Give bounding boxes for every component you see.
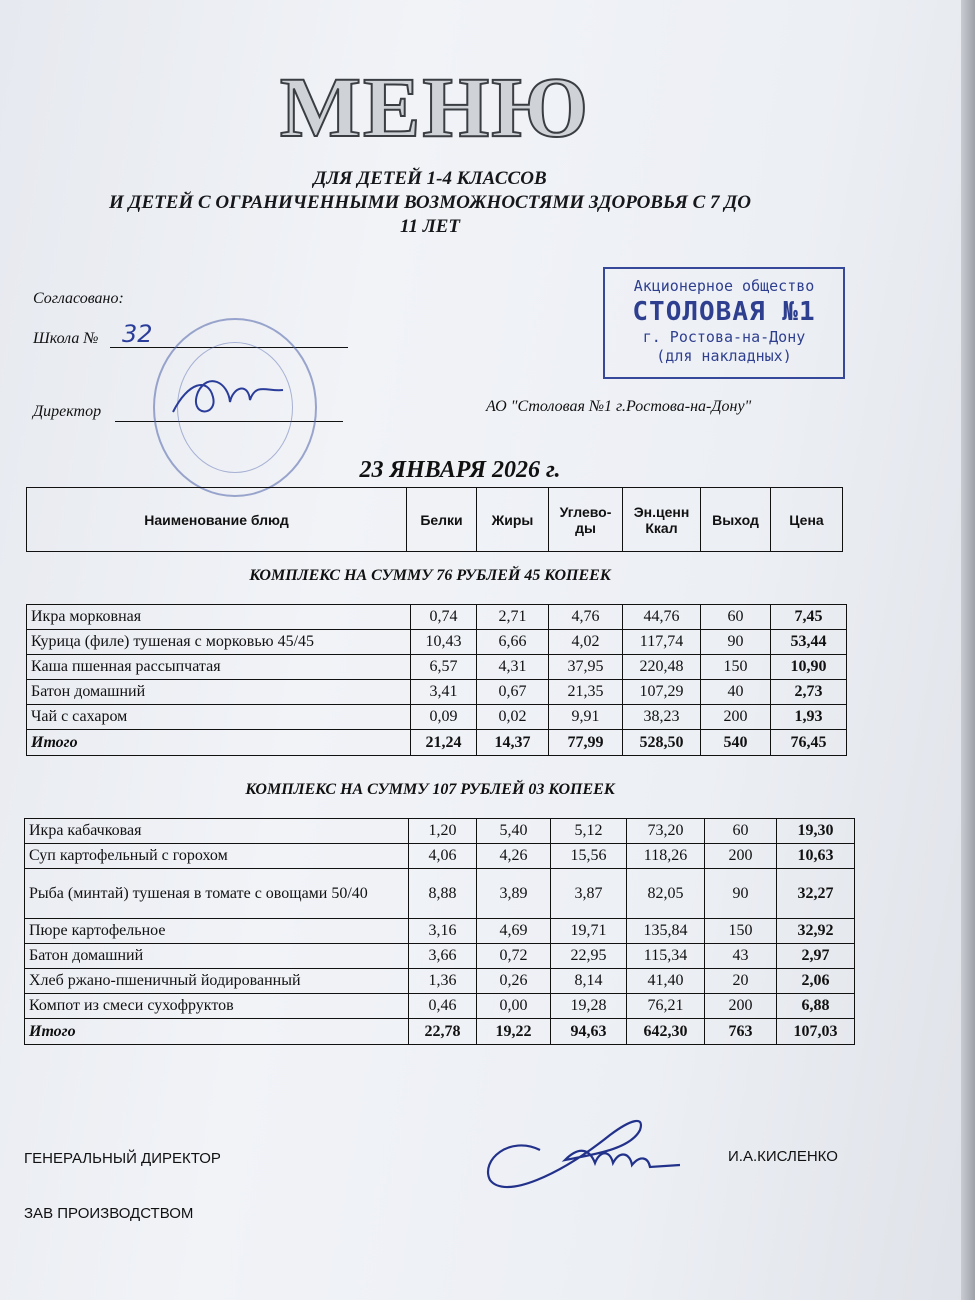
cell-value: 40 (701, 680, 771, 705)
cell-value: 4,31 (477, 655, 549, 680)
dish-name: Хлеб ржано-пшеничный йодированный (25, 969, 409, 994)
cell-value: 15,56 (551, 844, 627, 869)
cell-value: 1,20 (409, 819, 477, 844)
cell-value: 8,88 (409, 869, 477, 919)
total-value: 642,30 (627, 1019, 705, 1045)
stamp-line-2: СТОЛОВАЯ №1 (632, 296, 816, 327)
stamp-line-3: г. Ростова-на-Дону (642, 328, 806, 347)
table-row (27, 655, 847, 680)
cell-value: 6,57 (411, 655, 477, 680)
col-header-protein: Белки (407, 488, 477, 552)
col-header-energy: Эн.ценн Ккал (623, 488, 701, 552)
cell-value: 38,23 (623, 705, 701, 730)
school-label: Школа № (33, 330, 99, 347)
cell-value: 53,44 (771, 630, 847, 655)
header-table (26, 487, 843, 552)
cell-value: 76,21 (627, 994, 705, 1019)
table-row (27, 705, 847, 730)
cell-value: 200 (701, 705, 771, 730)
production-head-label: ЗАВ ПРОИЗВОДСТВОМ (24, 1205, 194, 1222)
menu-date: 23 ЯНВАРЯ 2026 г. (359, 457, 561, 483)
cell-value: 4,26 (477, 844, 551, 869)
page-title: МЕНЮ (279, 59, 591, 155)
cell-value: 3,41 (411, 680, 477, 705)
cell-value: 118,26 (627, 844, 705, 869)
company-stamp (603, 267, 845, 379)
dish-name: Пюре картофельное (25, 919, 409, 944)
dish-name: Рыба (минтай) тушеная в томате с овощами 50/40 (25, 869, 409, 919)
cell-value: 10,63 (777, 844, 855, 869)
cell-value: 115,34 (627, 944, 705, 969)
cell-value: 19,71 (551, 919, 627, 944)
table-row (27, 605, 847, 630)
total-value: 528,50 (623, 730, 701, 756)
stamp-line-4: (для накладных) (656, 347, 792, 365)
cell-value: 4,76 (549, 605, 623, 630)
cell-value: 21,35 (549, 680, 623, 705)
cell-value: 2,97 (777, 944, 855, 969)
cell-value: 3,16 (409, 919, 477, 944)
dish-name: Компот из смеси сухофруктов (25, 994, 409, 1019)
agreed-label: Согласовано: (33, 290, 124, 307)
cell-value: 82,05 (627, 869, 705, 919)
subtitle-line-2: И ДЕТЕЙ С ОГРАНИЧЕННЫМИ ВОЗМОЖНОСТЯМИ ЗДОРОВЬЯ С 7 ДО (109, 192, 751, 213)
total-value: 22,78 (409, 1019, 477, 1045)
cell-value: 5,12 (551, 819, 627, 844)
complex-1-table (26, 604, 847, 756)
cell-value: 200 (705, 844, 777, 869)
dish-name: Чай с сахаром (27, 705, 411, 730)
total-value: 21,24 (411, 730, 477, 756)
table-row (25, 819, 855, 844)
cell-value: 7,45 (771, 605, 847, 630)
total-value: 19,22 (477, 1019, 551, 1045)
cell-value: 32,27 (777, 869, 855, 919)
cell-value: 4,69 (477, 919, 551, 944)
cell-value: 2,06 (777, 969, 855, 994)
cell-value: 0,02 (477, 705, 549, 730)
cell-value: 4,06 (409, 844, 477, 869)
total-value: 540 (701, 730, 771, 756)
complex-2-table (24, 818, 855, 1045)
table-row (25, 969, 855, 994)
cell-value: 41,40 (627, 969, 705, 994)
general-director-signature (470, 1105, 690, 1195)
total-label: Итого (25, 1019, 409, 1045)
col-header-name: Наименование блюд (27, 488, 407, 552)
dish-name: Суп картофельный с горохом (25, 844, 409, 869)
cell-value: 19,30 (777, 819, 855, 844)
cell-value: 0,46 (409, 994, 477, 1019)
col-header-price: Цена (771, 488, 843, 552)
table-row (25, 919, 855, 944)
table-row (25, 869, 855, 919)
cell-value: 90 (705, 869, 777, 919)
cell-value: 8,14 (551, 969, 627, 994)
cell-value: 117,74 (623, 630, 701, 655)
table-row (27, 680, 847, 705)
cell-value: 0,26 (477, 969, 551, 994)
cell-value: 0,09 (411, 705, 477, 730)
cell-value: 1,36 (409, 969, 477, 994)
total-label: Итого (27, 730, 411, 756)
table-row (27, 630, 847, 655)
total-value: 94,63 (551, 1019, 627, 1045)
cell-value: 10,90 (771, 655, 847, 680)
cell-value: 3,66 (409, 944, 477, 969)
dish-name: Курица (филе) тушеная с морковью 45/45 (27, 630, 411, 655)
cell-value: 44,76 (623, 605, 701, 630)
total-value: 76,45 (771, 730, 847, 756)
cell-value: 3,87 (551, 869, 627, 919)
cell-value: 9,91 (549, 705, 623, 730)
complex-2-title: КОМПЛЕКС НА СУММУ 107 РУБЛЕЙ 03 КОПЕЕК (245, 781, 615, 798)
dish-name: Икра кабачковая (25, 819, 409, 844)
total-value: 763 (705, 1019, 777, 1045)
cell-value: 2,73 (771, 680, 847, 705)
cell-value: 20 (705, 969, 777, 994)
table-row (25, 994, 855, 1019)
cell-value: 2,71 (477, 605, 549, 630)
cell-value: 107,29 (623, 680, 701, 705)
subtitle-line-3: 11 ЛЕТ (400, 216, 461, 237)
total-row (25, 1019, 855, 1045)
cell-value: 19,28 (551, 994, 627, 1019)
table-row (25, 944, 855, 969)
director-label: Директор (33, 403, 102, 420)
cell-value: 1,93 (771, 705, 847, 730)
director-signature (168, 372, 288, 422)
cell-value: 22,95 (551, 944, 627, 969)
cell-value: 6,66 (477, 630, 549, 655)
dish-name: Батон домашний (27, 680, 411, 705)
complex-1-title: КОМПЛЕКС НА СУММУ 76 РУБЛЕЙ 45 КОПЕЕК (249, 567, 611, 584)
total-row (27, 730, 847, 756)
cell-value: 0,74 (411, 605, 477, 630)
cell-value: 32,92 (777, 919, 855, 944)
dish-name: Каша пшенная рассыпчатая (27, 655, 411, 680)
total-value: 14,37 (477, 730, 549, 756)
gen-director-label: ГЕНЕРАЛЬНЫЙ ДИРЕКТОР (24, 1150, 221, 1167)
dish-name: Икра морковная (27, 605, 411, 630)
cell-value: 37,95 (549, 655, 623, 680)
cell-value: 0,00 (477, 994, 551, 1019)
cell-value: 0,72 (477, 944, 551, 969)
cell-value: 5,40 (477, 819, 551, 844)
cell-value: 10,43 (411, 630, 477, 655)
stamp-line-1: Акционерное общество (633, 277, 815, 295)
cell-value: 73,20 (627, 819, 705, 844)
cell-value: 60 (701, 605, 771, 630)
cell-value: 220,48 (623, 655, 701, 680)
col-header-carbs: Углево-ды (549, 488, 623, 552)
cell-value: 60 (705, 819, 777, 844)
col-header-fat: Жиры (477, 488, 549, 552)
cell-value: 4,02 (549, 630, 623, 655)
gen-director-name: И.А.КИСЛЕНКО (728, 1148, 838, 1165)
table-row (25, 844, 855, 869)
cell-value: 43 (705, 944, 777, 969)
school-number: 32 (122, 320, 153, 348)
cell-value: 200 (705, 994, 777, 1019)
total-value: 77,99 (549, 730, 623, 756)
paper-edge (961, 0, 975, 1300)
cell-value: 3,89 (477, 869, 551, 919)
subtitle-line-1: ДЛЯ ДЕТЕЙ 1-4 КЛАССОВ (313, 168, 547, 189)
cell-value: 150 (701, 655, 771, 680)
total-value: 107,03 (777, 1019, 855, 1045)
cell-value: 135,84 (627, 919, 705, 944)
cell-value: 6,88 (777, 994, 855, 1019)
cell-value: 90 (701, 630, 771, 655)
organization-name: АО "Столовая №1 г.Ростова-на-Дону" (486, 398, 752, 415)
cell-value: 0,67 (477, 680, 549, 705)
dish-name: Батон домашний (25, 944, 409, 969)
col-header-yield: Выход (701, 488, 771, 552)
cell-value: 150 (705, 919, 777, 944)
